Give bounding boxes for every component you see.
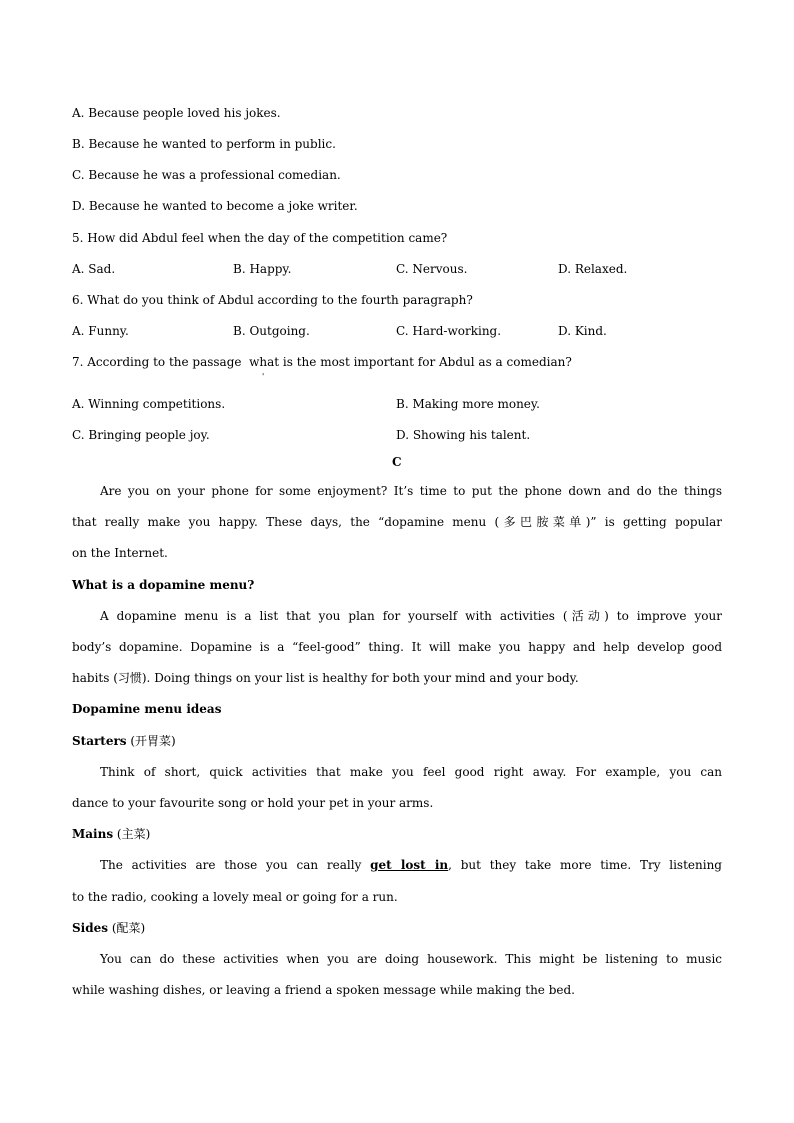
q4-option-b: B. Because he wanted to perform in public. [72, 137, 336, 151]
q5-stem: 5. How did Abdul feel when the day of the competition came? [72, 231, 448, 245]
q6-option-c: C. Hard-working. [396, 324, 502, 338]
q5-option-b: B. Happy. [233, 262, 292, 276]
mains-line-2: to the radio, cooking a lovely meal or going for a run. [72, 890, 398, 904]
q7-option-c: C. Bringing people joy. [72, 428, 210, 442]
q6-option-d: D. Kind. [558, 324, 607, 338]
intro-line-2: that really make you happy. These days, the “dopamine menu (多巴胺菜单)” is getting popular [72, 515, 722, 529]
heading-starters [72, 733, 176, 749]
q4-option-a: A. Because people loved his jokes. [72, 106, 281, 120]
mains-line-1 [100, 857, 722, 873]
q7-option-a: A. Winning competitions. [72, 397, 226, 411]
mains-label: Mains [72, 827, 114, 841]
q7-stray-mark: ' [262, 372, 265, 381]
mains-cn: (主菜) [113, 827, 151, 841]
q5-option-d: D. Relaxed. [558, 262, 628, 276]
q7-option-d: D. Showing his talent. [396, 428, 531, 442]
q6-option-b: B. Outgoing. [233, 324, 310, 338]
heading-menu-ideas: Dopamine menu ideas [72, 702, 222, 716]
starters-line-1: Think of short, quick activities that make you feel good right away. For example, you can [100, 765, 722, 779]
q7-option-b: B. Making more money. [396, 397, 540, 411]
intro-line-1: Are you on your phone for some enjoyment? It’s time to put the phone down and do the things [100, 484, 722, 498]
what-line-2: body’s dopamine. Dopamine is a “feel-good” thing. It will make you happy and help develop good [72, 640, 722, 654]
starters-label: Starters [72, 734, 127, 748]
q5-option-c: C. Nervous. [396, 262, 468, 276]
heading-sides [72, 920, 145, 936]
q6-option-a: A. Funny. [72, 324, 129, 338]
mains-line-1-post: , but they take more time. Try listening [448, 858, 722, 872]
sides-label: Sides [72, 921, 109, 935]
sides-cn: (配菜) [108, 921, 146, 935]
what-line-1: A dopamine menu is a list that you plan for yourself with activities (活动) to improve your [100, 609, 722, 623]
what-line-3: habits (习惯). Doing things on your list is healthy for both your mind and your body. [72, 671, 579, 685]
mains-key-phrase: get lost in [370, 858, 449, 872]
mains-line-1-pre: The activities are those you can really [100, 858, 371, 872]
q5-option-a: A. Sad. [72, 262, 116, 276]
q4-option-c: C. Because he was a professional comedian. [72, 168, 341, 182]
starters-cn: (开胃菜) [126, 734, 176, 748]
intro-line-3: on the Internet. [72, 546, 168, 560]
q6-stem: 6. What do you think of Abdul according to the fourth paragraph? [72, 293, 473, 307]
q4-option-d: D. Because he wanted to become a joke writer. [72, 199, 358, 213]
sides-line-2: while washing dishes, or leaving a friend a spoken message while making the bed. [72, 983, 575, 997]
heading-what-is: What is a dopamine menu? [72, 578, 255, 592]
section-c-label: C [392, 455, 402, 469]
starters-line-2: dance to your favourite song or hold your pet in your arms. [72, 796, 434, 810]
q7-stem: 7. According to the passage what is the most important for Abdul as a comedian? [72, 355, 572, 369]
heading-mains [72, 826, 150, 842]
sides-line-1: You can do these activities when you are doing housework. This might be listening to music [100, 952, 722, 966]
